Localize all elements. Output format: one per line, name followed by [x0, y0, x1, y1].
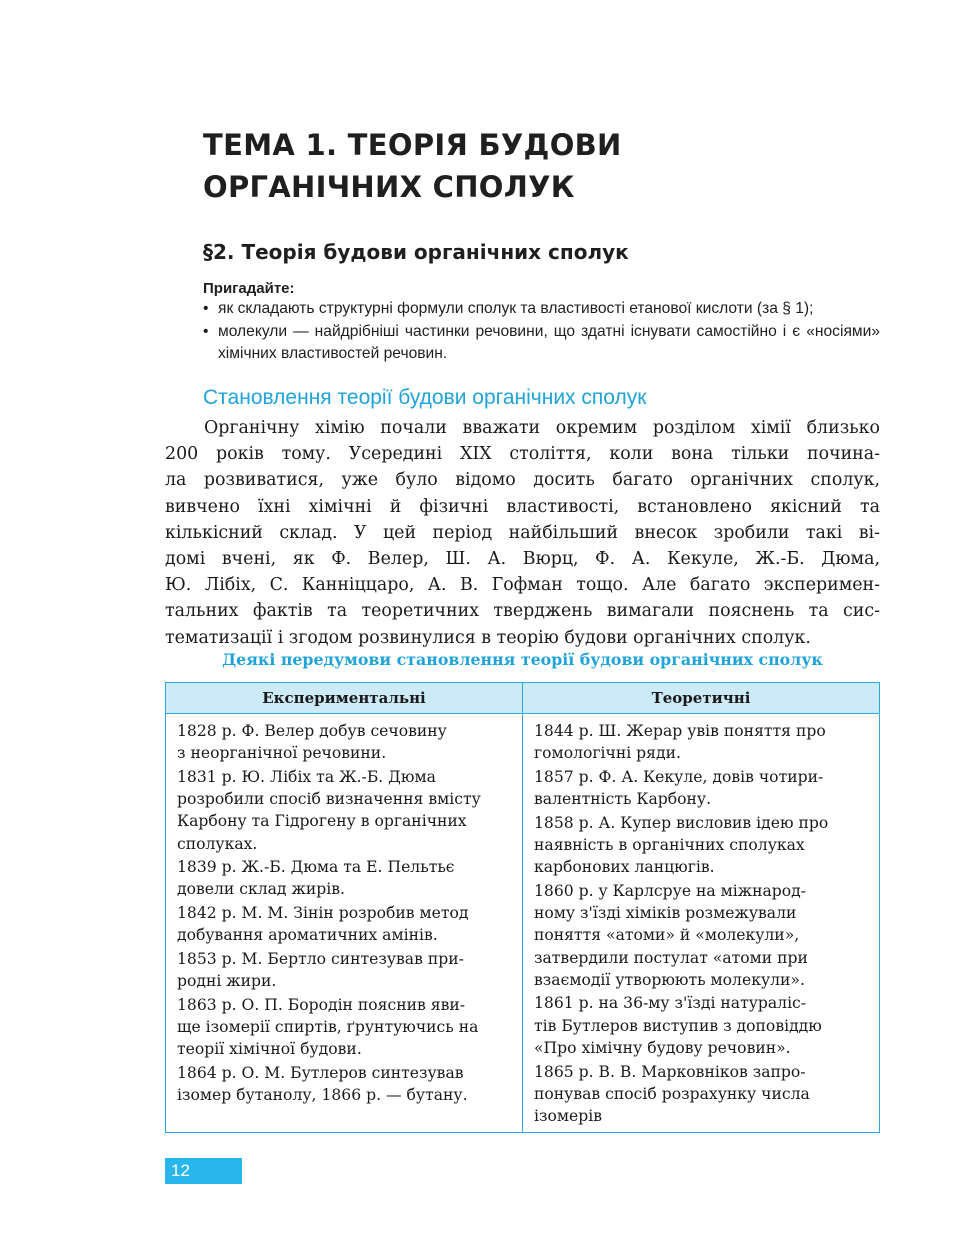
table-entry-line: 1857 р. Ф. А. Кекуле, довів чотири-: [534, 767, 824, 786]
table-entry: [177, 948, 514, 992]
prerequisites-table: [165, 682, 880, 1133]
page-number: 12: [165, 1158, 242, 1184]
recall-list: [203, 298, 880, 366]
table-entry: [534, 992, 871, 1059]
table-entry-line: 1853 р. М. Бертло синтезував при-: [177, 950, 464, 969]
bullet-icon: •: [203, 300, 209, 317]
table-entry-line: 1858 р. А. Купер висловив ідею про: [534, 813, 829, 832]
table-entry-line: ще ізомерії спиртів, ґрунтуючись на: [177, 1018, 479, 1037]
table-entry-line: ному з'їзді хіміків розмежували: [534, 904, 797, 923]
table-entry-line: 1842 р. М. М. Зінін розробив метод: [177, 904, 469, 923]
table-entry: [534, 720, 871, 764]
table-entry-line: 1860 р. у Карлсруе на міжнарод-: [534, 881, 807, 900]
paragraph-line: домі вчені, як Ф. Велер, Ш. А. Вюрц, Ф. А. Кекуле, Ж.-Б. Дюма,: [165, 549, 880, 570]
table-entry-line: 1865 р. В. В. Марковніков запро-: [534, 1062, 806, 1081]
paragraph-line: ла розвиватися, уже було відомо досить багато органічних сполук,: [165, 470, 880, 491]
table-entry-line: родні жири.: [177, 972, 277, 991]
body-paragraph: [165, 415, 880, 651]
paragraph-line: Ю. Лібіх, С. Канніццаро, А. В. Гофман тощо. Але багато эксперимен-: [165, 575, 880, 596]
table-entry-line: довели склад жирів.: [177, 880, 345, 899]
table-entry-line: 1864 р. О. М. Бутлеров синтезував: [177, 1064, 464, 1083]
experimental-column: [166, 714, 523, 1132]
table-entry-line: гомологічні ряди.: [534, 744, 681, 763]
table-entry-line: наявність в органічних сполуках: [534, 836, 805, 855]
recall-item: [203, 298, 880, 321]
table-entry-line: 1844 р. Ш. Жерар увів поняття про: [534, 722, 826, 740]
recall-item: [203, 321, 880, 366]
table-entry-line: 1839 р. Ж.-Б. Дюма та Е. Пельтьє: [177, 858, 455, 877]
table-header-experimental: Експериментальні: [166, 683, 523, 714]
table-entry-line: з неорганічної речовини.: [177, 744, 387, 763]
recall-item-text: як складають структурні формули сполук та властивості етанової кислоти (за § 1);: [218, 300, 814, 317]
table-entry-line: валентність Карбону.: [534, 790, 712, 809]
table-entry-line: 1861 р. на 36-му з'їзді натураліс-: [534, 994, 807, 1013]
table-entry: [534, 1061, 871, 1128]
recall-item-text: молекули — найдрібніші частинки речовини, що здатні існувати самостійно і є «носіями» хімічних властивостей речовин.: [218, 322, 880, 362]
table-entry-line: тів Бутлеров виступив з доповіддю: [534, 1016, 822, 1035]
table-entry-line: теорії хімічної будови.: [177, 1040, 362, 1059]
topic-title: [203, 124, 903, 208]
table-header-theoretical: Теоретичні: [523, 683, 879, 714]
table-entry-line: 1828 р. Ф. Велер добув сечовину: [177, 722, 447, 740]
table-entry-line: затвердили постулат «атоми при: [534, 948, 808, 967]
topic-title-line-1: ТЕМА 1. ТЕОРІЯ БУДОВИ: [203, 128, 622, 162]
table-entry: [534, 812, 871, 879]
paragraph-line: вивчено їхні хімічні й фізичні властивості, встановлено якісний та: [165, 496, 880, 517]
table-entry: [177, 1062, 514, 1106]
table-entry: [177, 856, 514, 900]
table-entry-line: Карбону та Гідрогену в органічних: [177, 812, 467, 831]
table-entry-line: «Про хімічну будову речовин».: [534, 1038, 791, 1057]
table-entry-line: сполуках.: [177, 834, 258, 853]
theoretical-column: [523, 714, 879, 1132]
table-entry-line: ізомерів: [534, 1106, 602, 1125]
subheading: Становлення теорії будови органічних сполук: [203, 386, 647, 409]
table-entry-line: взаємодії утворюють молекули».: [534, 970, 805, 989]
paragraph-line: 200 років тому. Усередині XIX століття, коли вона тільки почина-: [165, 444, 880, 465]
table-entry: [177, 902, 514, 946]
paragraph-line: Органічну хімію почали вважати окремим розділом хімії близько: [204, 418, 880, 438]
section-title: §2. Теорія будови органічних сполук: [203, 240, 629, 264]
recall-heading: Пригадайте:: [203, 280, 295, 297]
table-entry-line: карбонових ланцюгів.: [534, 858, 715, 877]
table-entry-line: 1831 р. Ю. Лібіх та Ж.-Б. Дюма: [177, 767, 436, 786]
table-entry-line: поняття «атоми» й «молекули»,: [534, 926, 800, 945]
table-entry-line: 1863 р. О. П. Бородін пояснив яви-: [177, 995, 466, 1014]
table-entry-line: понував спосіб розрахунку числа: [534, 1084, 810, 1103]
table-entry-line: ізомер бутанолу, 1866 р. — бутану.: [177, 1086, 468, 1105]
table-entry: [177, 720, 514, 764]
table-entry-line: розробили спосіб визначення вмісту: [177, 790, 481, 809]
table-entry: [177, 766, 514, 855]
table-entry-line: добування ароматичних амінів.: [177, 926, 438, 945]
paragraph-line: тальних фактів та теоретичних тверджень вимагали пояснень та сис-: [165, 601, 880, 622]
paragraph-line: тематизації і згодом розвинулися в теорію будови органічних сполук.: [165, 627, 811, 648]
paragraph-line: кількісний склад. У цей період найбільший внесок зробили такі ві-: [165, 522, 880, 543]
table-entry: [534, 880, 871, 991]
bullet-icon: •: [203, 322, 209, 340]
table-entry: [177, 994, 514, 1061]
table-caption: Деякі передумови становлення теорії будови органічних сполук: [222, 650, 823, 669]
table-entry: [534, 766, 871, 810]
topic-title-line-2: ОРГАНІЧНИХ СПОЛУК: [203, 170, 575, 204]
